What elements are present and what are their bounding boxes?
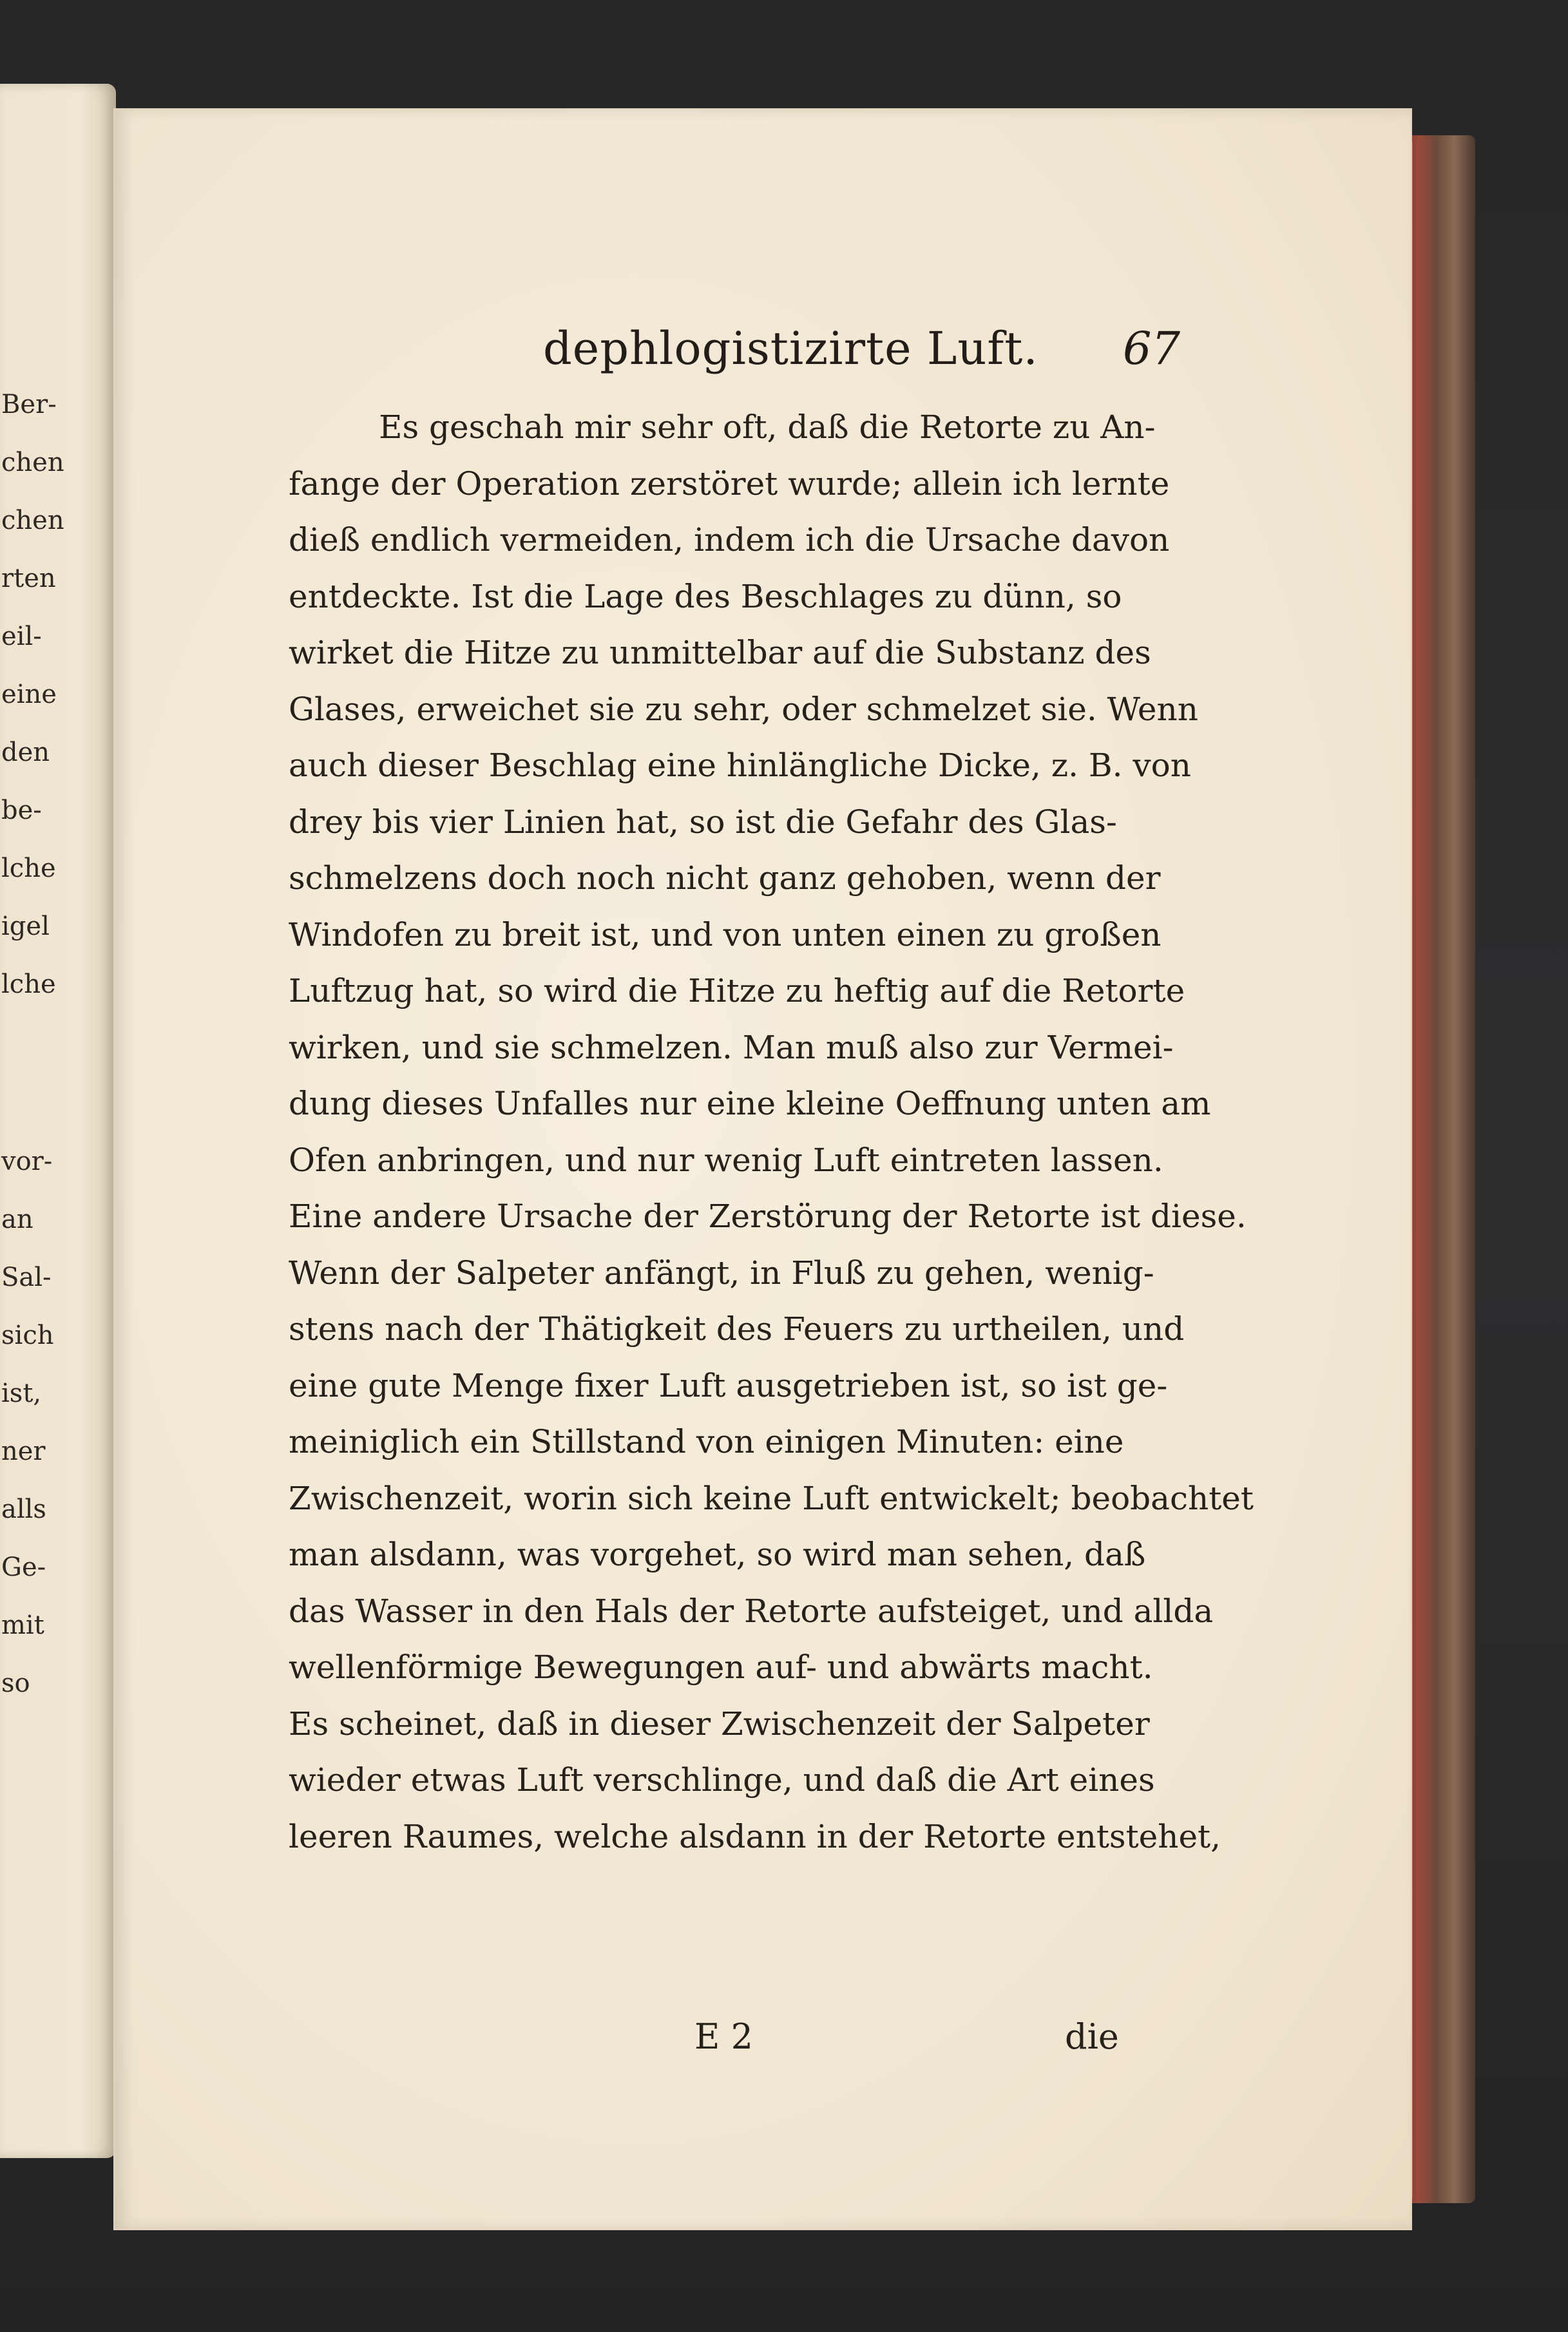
margin-fragment: Ge- bbox=[1, 1553, 46, 1582]
text-line: meiniglich ein Stillstand von einigen Minuten: eine bbox=[289, 1423, 1124, 1460]
text-line: eine gute Menge fixer Luft ausgetrieben ist, so ist ge- bbox=[289, 1366, 1168, 1404]
margin-fragment: Ber- bbox=[1, 390, 57, 419]
book-cover-board bbox=[1404, 135, 1475, 2203]
text-line: wirket die Hitze zu unmittelbar auf die Substanz des bbox=[289, 634, 1151, 671]
text-line: auch dieser Beschlag eine hinlängliche Dicke, z. B. von bbox=[289, 747, 1191, 784]
catchword: die bbox=[1065, 2016, 1119, 2057]
text-line: entdeckte. Ist die Lage des Beschlages zu dünn, so bbox=[289, 577, 1122, 615]
signature-mark: E 2 bbox=[694, 2016, 753, 2057]
margin-fragment: mit bbox=[1, 1610, 44, 1640]
text-line: dieß endlich vermeiden, indem ich die Ursache davon bbox=[289, 521, 1170, 559]
text-line: Zwischenzeit, worin sich keine Luft entwickelt; beobachtet bbox=[289, 1479, 1254, 1517]
text-line: Luftzug hat, so wird die Hitze zu heftig auf die Retorte bbox=[289, 972, 1185, 1009]
margin-fragment: so bbox=[1, 1668, 30, 1698]
text-line: leeren Raumes, welche alsdann in der Retorte entstehet, bbox=[289, 1817, 1221, 1855]
text-line: schmelzens doch noch nicht ganz gehoben, wenn der bbox=[289, 859, 1161, 897]
text-line: Es scheinet, daß in dieser Zwischenzeit der Salpeter bbox=[289, 1705, 1150, 1743]
margin-fragment: ist, bbox=[1, 1379, 42, 1408]
margin-fragment: igel bbox=[1, 912, 50, 941]
margin-fragment: sich bbox=[1, 1321, 54, 1350]
text-line: wieder etwas Luft verschlinge, und daß die Art eines bbox=[289, 1761, 1155, 1799]
book-page bbox=[115, 110, 1411, 2229]
text-line: dung dieses Unfalles nur eine kleine Oeffnung unten am bbox=[289, 1085, 1211, 1122]
page-number: 67 bbox=[1123, 322, 1181, 375]
text-line: drey bis vier Linien hat, so ist die Gefahr des Glas- bbox=[289, 803, 1117, 841]
margin-fragment: Sal- bbox=[1, 1263, 52, 1292]
text-line: wellenförmige Bewegungen auf- und abwärts macht. bbox=[289, 1649, 1153, 1686]
running-title: dephlogistizirte Luft. bbox=[543, 322, 1038, 375]
margin-fragment: rten bbox=[1, 564, 56, 593]
text-line: stens nach der Thätigkeit des Feuers zu urtheilen, und bbox=[289, 1310, 1185, 1348]
text-line: Wenn der Salpeter anfängt, in Fluß zu gehen, wenig- bbox=[289, 1254, 1154, 1292]
text-line: Ofen anbringen, und nur wenig Luft eintreten lassen. bbox=[289, 1141, 1163, 1179]
text-line: fange der Operation zerstöret wurde; allein ich lernte bbox=[289, 464, 1170, 502]
margin-fragment: lche bbox=[1, 970, 56, 999]
margin-fragment: eil- bbox=[1, 622, 42, 651]
text-line: man alsdann, was vorgehet, so wird man sehen, daß bbox=[289, 1536, 1146, 1573]
margin-fragment: chen bbox=[1, 506, 64, 535]
body-text bbox=[289, 399, 1274, 1865]
text-line: wirken, und sie schmelzen. Man muß also zur Vermei- bbox=[289, 1028, 1174, 1066]
margin-fragment: be- bbox=[1, 796, 42, 825]
margin-fragment: ner bbox=[1, 1437, 46, 1466]
text-line: Eine andere Ursache der Zerstörung der Retorte ist diese. bbox=[289, 1198, 1247, 1235]
page-header bbox=[115, 322, 1411, 393]
text-line: das Wasser in den Hals der Retorte aufsteiget, und allda bbox=[289, 1592, 1214, 1630]
page-footer bbox=[115, 2016, 1411, 2068]
margin-fragment: chen bbox=[1, 448, 64, 477]
margin-fragment: an bbox=[1, 1205, 33, 1234]
text-line: Es geschah mir sehr oft, daß die Retorte zu An- bbox=[379, 408, 1156, 446]
text-line: Windofen zu breit ist, und von unten einen zu großen bbox=[289, 915, 1162, 953]
left-page-edge bbox=[0, 84, 116, 2158]
text-line: Glases, erweichet sie zu sehr, oder schmelzet sie. Wenn bbox=[289, 690, 1198, 728]
margin-fragment: den bbox=[1, 738, 50, 767]
margin-fragment: eine bbox=[1, 680, 57, 709]
margin-fragment: vor- bbox=[1, 1147, 53, 1176]
margin-fragment: alls bbox=[1, 1495, 46, 1524]
margin-fragment: lche bbox=[1, 854, 56, 883]
